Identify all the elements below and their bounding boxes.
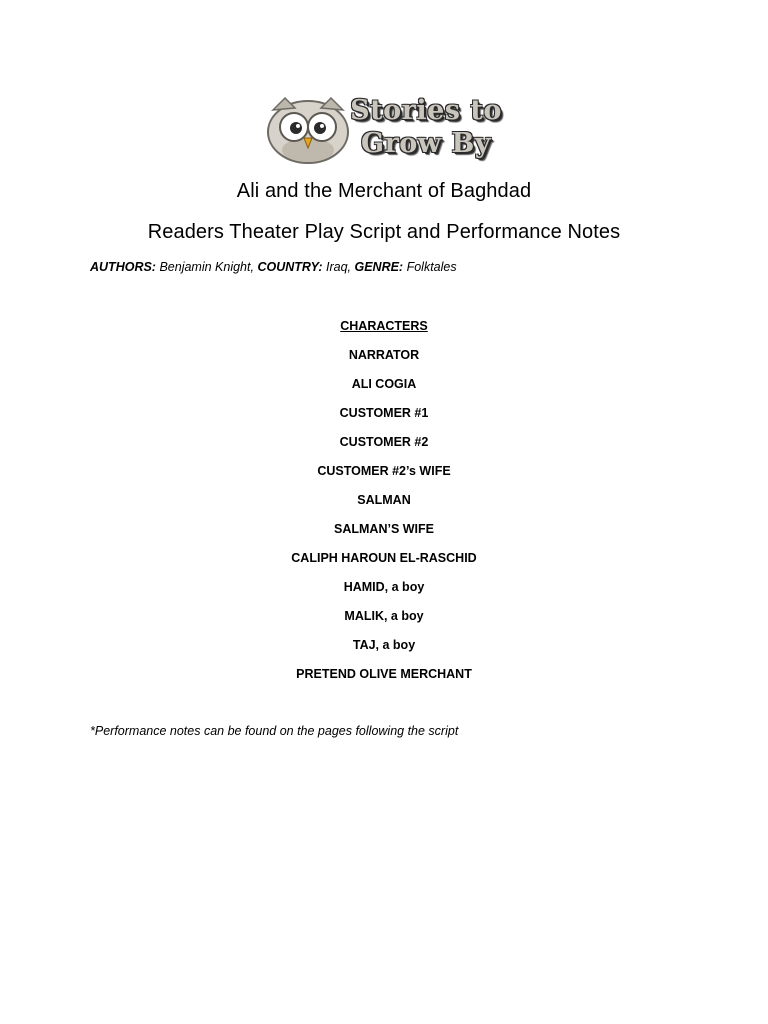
document-meta: AUTHORS: Benjamin Knight, COUNTRY: Iraq, GENRE: Folktales: [90, 260, 457, 274]
character-item: NARRATOR: [348, 348, 420, 362]
genre-label: GENRE:: [354, 260, 404, 274]
authors-value: Benjamin Knight: [159, 260, 251, 274]
character-item: SALMAN: [357, 493, 411, 507]
characters-heading: CHARACTERS: [340, 319, 428, 333]
character-item: CUSTOMER #1: [339, 406, 429, 420]
page-subtitle: Readers Theater Play Script and Performance Notes: [147, 221, 621, 243]
performance-footnote: *Performance notes can be found on the pages following the script: [90, 724, 459, 738]
character-item: PRETEND OLIVE MERCHANT: [296, 667, 472, 681]
logo-line-2: Grow By: [361, 128, 491, 159]
character-item: CALIPH HAROUN EL-RASCHID: [291, 551, 477, 565]
logo-line-1: Stories to: [350, 95, 502, 126]
country-label: COUNTRY:: [257, 260, 323, 274]
owl-icon: [265, 90, 351, 166]
character-item: CUSTOMER #2’s WIFE: [317, 464, 451, 478]
page-title: Ali and the Merchant of Baghdad: [236, 180, 532, 202]
characters-list: [0, 317, 768, 694]
authors-label: AUTHORS:: [90, 260, 156, 274]
logo-wordmark: [347, 94, 505, 160]
character-item: ALI COGIA: [351, 377, 417, 391]
character-item: MALIK, a boy: [344, 609, 424, 623]
character-item: HAMID, a boy: [343, 580, 425, 594]
country-value: Iraq: [325, 260, 348, 274]
genre-value: Folktales: [406, 260, 457, 274]
character-item: CUSTOMER #2: [339, 435, 429, 449]
character-item: TAJ, a boy: [352, 638, 416, 652]
site-logo[interactable]: [265, 90, 505, 168]
character-item: SALMAN’S WIFE: [334, 522, 434, 536]
